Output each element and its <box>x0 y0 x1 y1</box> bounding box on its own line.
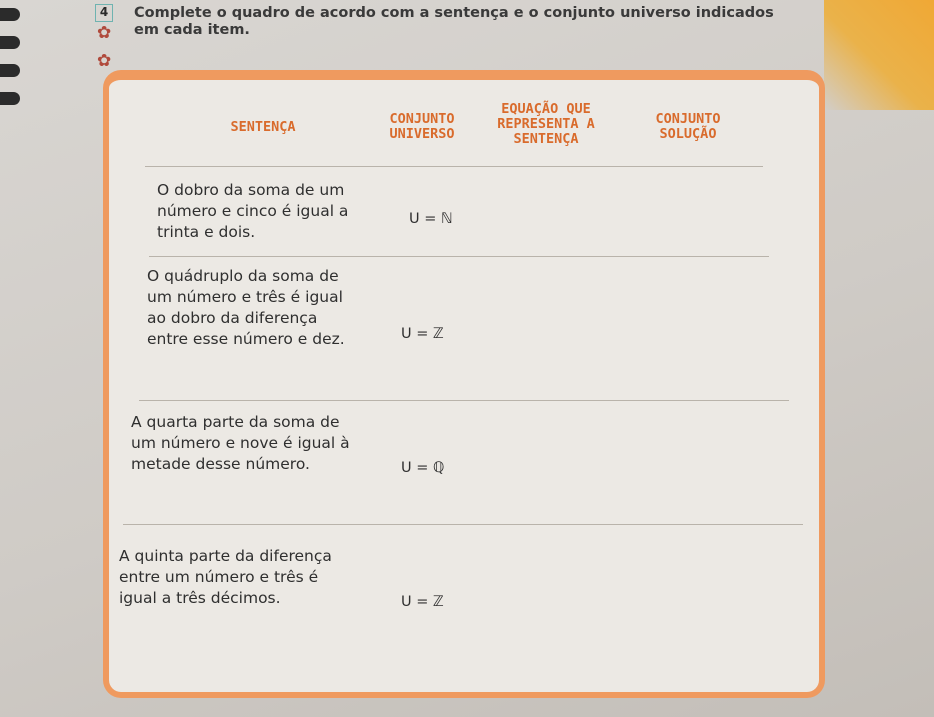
flower-icon: ✿ <box>97 23 112 43</box>
exercise-number: 4 <box>95 4 113 22</box>
row-divider <box>149 256 769 257</box>
row-3-universe: U = ℚ <box>401 460 445 476</box>
row-2-sentence: O quádruplo da soma de um número e três é igual ao dobro da diferença entre esse número e dez. <box>147 267 345 348</box>
row-1-sentence: O dobro da soma de um número e cinco é igual a trinta e dois. <box>157 181 349 241</box>
header-conjunto-universo: CONJUNTO UNIVERSO <box>389 111 455 142</box>
row-4-universe: U = ℤ <box>401 594 444 610</box>
header-divider <box>145 166 763 167</box>
row-divider <box>123 524 803 525</box>
equation-table <box>103 70 825 698</box>
row-2-universe: U = ℤ <box>401 326 444 342</box>
header-equacao: EQUAÇÃO QUE REPRESENTA A SENTENÇA <box>497 101 595 147</box>
row-3-sentence: A quarta parte da soma de um número e nove é igual à metade desse número. <box>131 413 350 473</box>
exercise-instruction: Complete o quadro de acordo com a sentença e o conjunto universo indicados em cada item. <box>134 5 774 38</box>
page-corner-decoration <box>824 0 934 110</box>
flower-icon: ✿ <box>97 51 112 71</box>
spiral-binding <box>0 0 22 717</box>
row-1-universe: U = ℕ <box>409 211 453 227</box>
row-divider <box>139 400 789 401</box>
row-4-sentence: A quinta parte da diferença entre um número e três é igual a três décimos. <box>119 547 332 607</box>
header-conjunto-solucao: CONJUNTO SOLUÇÃO <box>655 111 721 142</box>
header-sentenca: SENTENÇA <box>230 119 296 135</box>
